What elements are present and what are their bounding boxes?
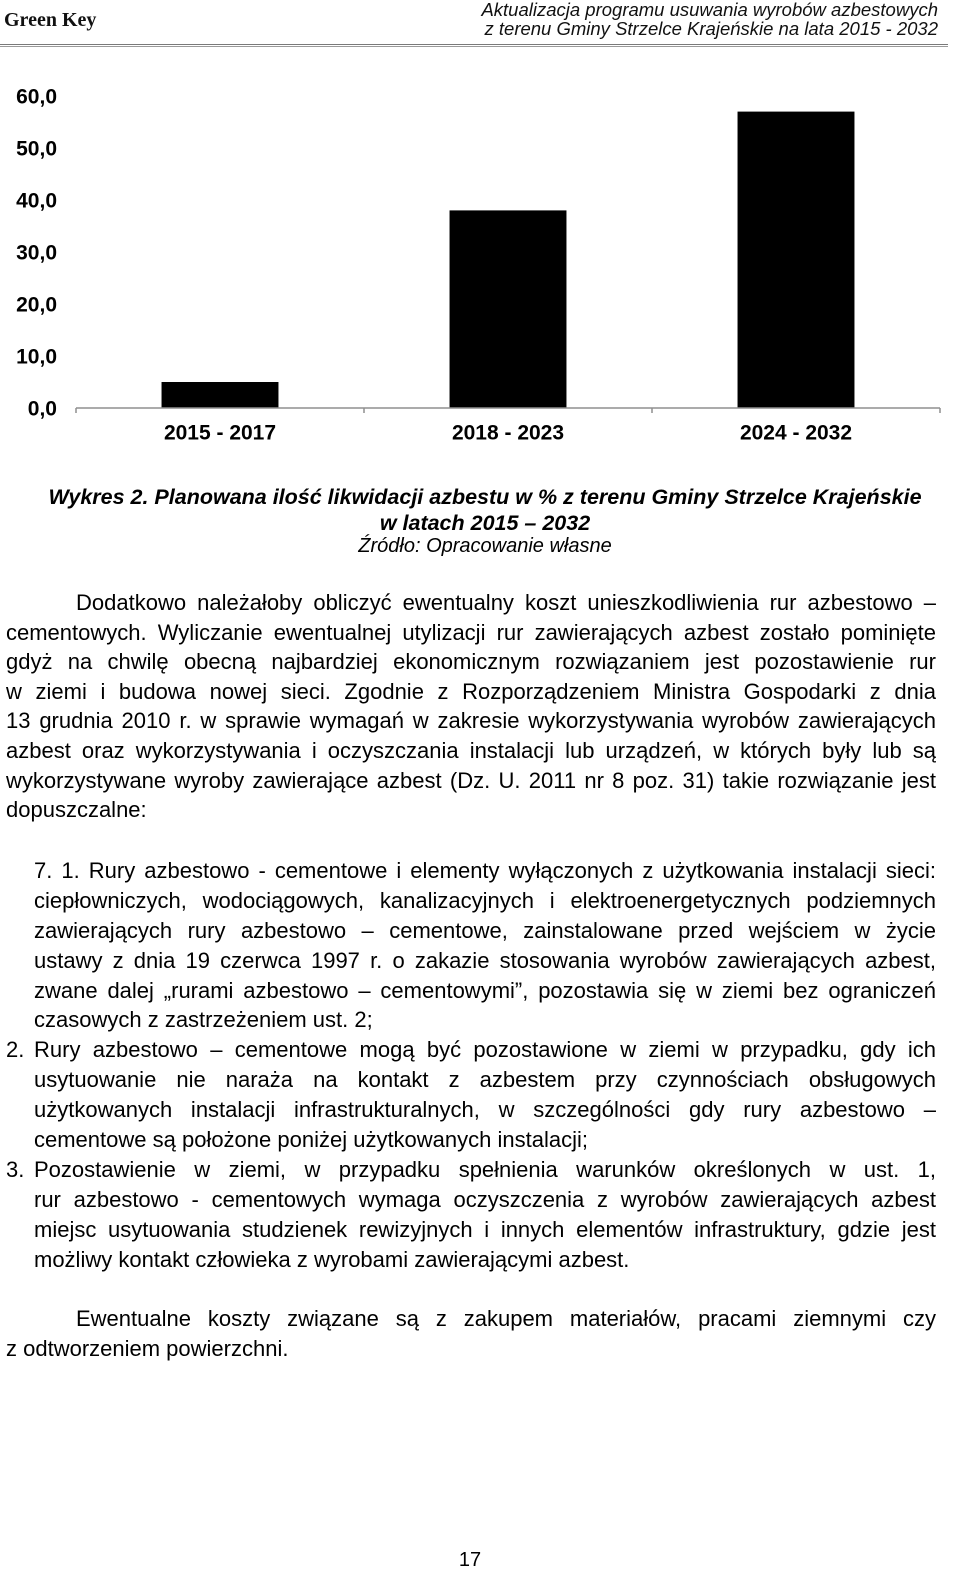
bar-3 [738,112,855,408]
list-item-text [34,1155,936,1275]
y-tick-label: 0,0 [27,397,57,421]
bar-1 [162,382,279,408]
bar-2 [450,210,567,408]
y-tick-label: 40,0 [16,189,57,213]
y-tick-label: 60,0 [16,85,57,109]
list-item-line: Pozostawienie w ziemi, w przypadku spełnienia warunków określonych w ust. 1, [34,1157,936,1182]
list-item-line: ciepłowniczych, wodociągowych, kanalizacyjnych i elektroenergetycznych podziemnych [34,887,936,913]
list-item-line: zawierających rury azbestowo – cementowe, zainstalowane przed wejściem w życie [34,917,936,943]
list-item-number: 3. [6,1157,25,1182]
header-brand: Green Key [4,9,97,31]
paragraph-line: dopuszczalne: [6,797,147,823]
figure-caption-line: Wykres 2. Planowana ilość likwidacji azbestu w % z terenu Gminy Strzelce Krajeńskie [48,485,922,509]
figure-caption-line: w latach 2015 – 2032 [379,511,591,535]
header-title-line: z terenu Gminy Strzelce Krajeńskie na lata 2015 - 2032 [484,18,938,39]
paragraph-line: z odtworzeniem powierzchni. [6,1335,289,1361]
paragraph-line: wykorzystywane wyroby zawierające azbest (Dz. U. 2011 nr 8 poz. 31) takie rozwiązanie jest [6,767,936,793]
list-item-line: zwane dalej „rurami azbestowo – cementowymi”, pozostawia się w ziemi bez ograniczeń [34,977,936,1003]
list-item-line: użytkowanych instalacji infrastrukturalnych, w szczególności gdy rury azbestowo – [34,1096,936,1122]
list-item-line: czasowych z zastrzeżeniem ust. 2; [34,1007,373,1033]
list-item-line: miejsc usytuowania studzienek rewizyjnych i innych elementów infrastruktury, gdzie jest [34,1216,936,1242]
page-number: 17 [458,1549,482,1571]
list-item [6,856,936,1035]
header-title-line: Aktualizacja programu usuwania wyrobów azbestowych [481,0,938,20]
paragraph-line: cementowych. Wyliczanie ewentualnej utylizacji rur zawierających azbest zostało pominięte [6,619,936,645]
list-item-line: 7. 1. Rury azbestowo - cementowe i elementy wyłączonych z użytkowania instalacji sieci: [34,858,936,883]
list-item-line: ustawy z dnia 19 czerwca 1997 r. o zakazie stosowania wyrobów zawierających azbest, [34,947,936,973]
body-paragraph [6,588,936,825]
bar-chart [0,0,960,460]
body-paragraph [6,1304,936,1363]
y-tick-label: 20,0 [16,293,57,317]
paragraph-line: Dodatkowo należałoby obliczyć ewentualny koszt unieszkodliwienia rur azbestowo – [76,590,936,615]
x-category-label: 2015 - 2017 [163,421,277,445]
list-item-line: usytuowanie nie naraża na kontakt z azbestem przy czynnościach obsługowych [34,1066,936,1092]
paragraph-line: gdyż na chwilę obecną najbardziej ekonomicznym rozwiązaniem jest pozostawienie rur [6,649,936,675]
list-item-text [34,856,936,1035]
list-item-line: możliwy kontakt człowieka z wyrobami zawierającymi azbest. [34,1246,630,1272]
x-category-label: 2024 - 2032 [739,421,853,445]
list-item-line: rur azbestowo - cementowych wymaga oczyszczenia z wyrobów zawierających azbest [34,1186,936,1212]
figure-source: Źródło: Opracowanie własne [358,535,612,557]
y-tick-label: 10,0 [16,345,57,369]
x-category-label: 2018 - 2023 [451,421,565,445]
list-item-line: cementowe są położone poniżej użytkowanych instalacji; [34,1126,588,1152]
list-item-text [34,1035,936,1155]
paragraph-line: w ziemi i budowa nowej sieci. Zgodnie z Rozporządzeniem Ministra Gospodarki z dnia [6,678,936,704]
list-item [6,1155,936,1275]
paragraph-line: Ewentualne koszty związane są z zakupem materiałów, pracami ziemnymi czy [76,1306,936,1331]
y-tick-label: 30,0 [16,241,57,265]
list-item [6,1035,936,1155]
paragraph-line: 13 grudnia 2010 r. w sprawie wymagań w zakresie wykorzystywania wyrobów zawierających [6,708,936,734]
list-item-number: 2. [6,1037,25,1062]
paragraph-line: azbest oraz wykorzystywania i oczyszczania instalacji lub urządzeń, w których były lub są [6,737,936,763]
list-item-line: Rury azbestowo – cementowe mogą być pozostawione w ziemi w przypadku, gdy ich [34,1037,936,1062]
y-tick-label: 50,0 [16,137,57,161]
